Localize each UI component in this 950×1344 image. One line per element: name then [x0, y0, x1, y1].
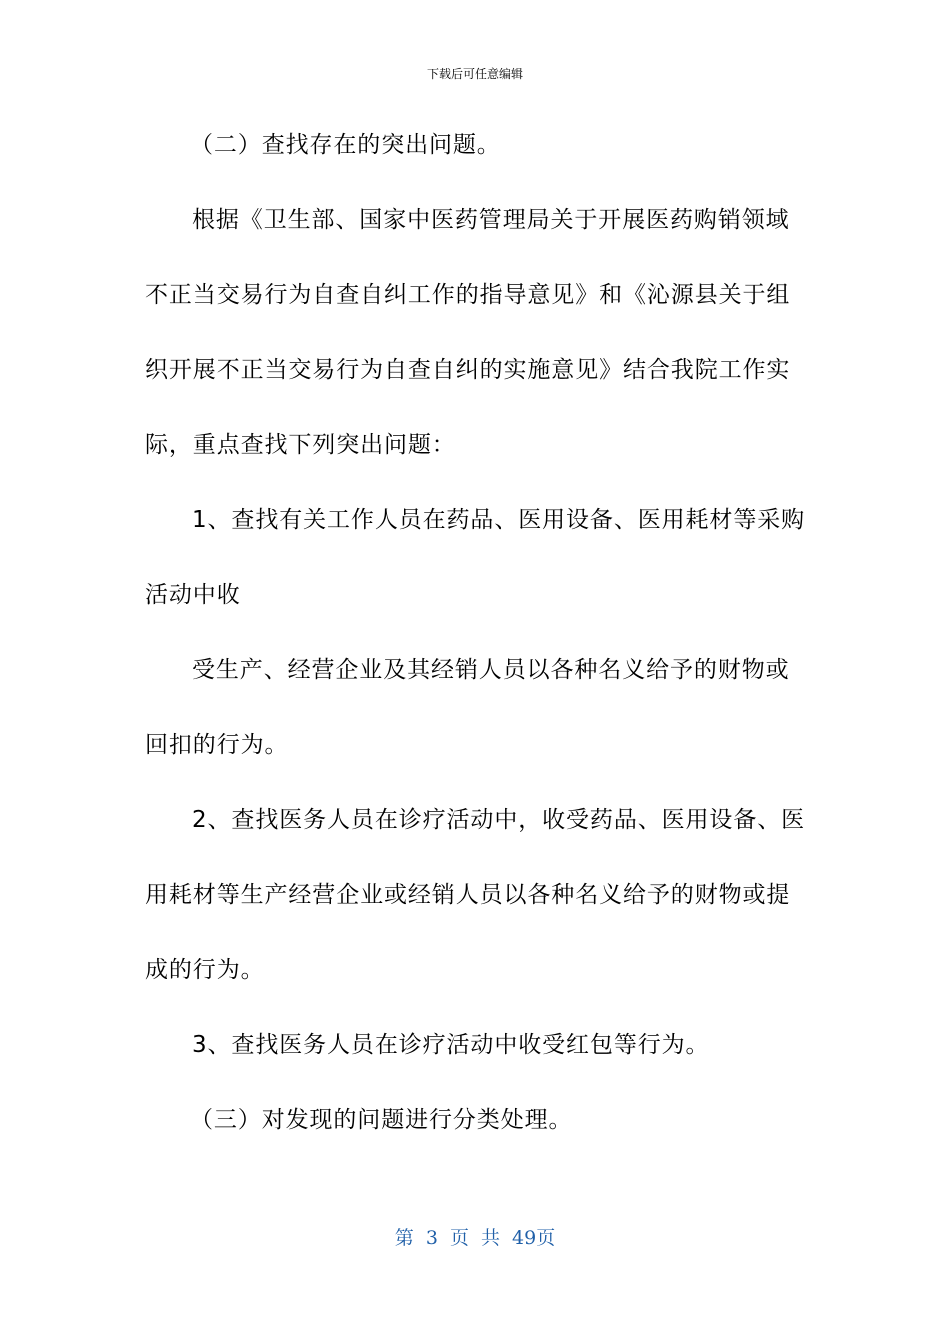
section-heading-3: （三）对发现的问题进行分类处理。: [190, 1107, 573, 1133]
page-header: 下载后可任意编辑: [426, 67, 523, 81]
section-heading-2: （二）查找存在的突出问题。: [190, 132, 501, 158]
paragraph-line: 受生产、经营企业及其经销人员以各种名义给予的财物或: [192, 657, 790, 683]
page-number: 第 3 页 共 49页: [394, 1227, 556, 1249]
paragraph-line: 际，重点查找下列突出问题：: [145, 432, 456, 458]
list-item-2-line: 用耗材等生产经营企业或经销人员以各种名义给予的财物或提: [145, 882, 791, 908]
list-item-3-line: 3、查找医务人员在诊疗活动中收受红包等行为。: [192, 1032, 710, 1058]
paragraph-line: 不正当交易行为自查自纠工作的指导意见》和《沁源县关于组: [145, 282, 791, 308]
paragraph-line: 织开展不正当交易行为自查自纠的实施意见》结合我院工作实: [145, 357, 791, 383]
paragraph-line: 回扣的行为。: [145, 732, 289, 758]
list-item-1-line: 活动中收: [145, 582, 241, 608]
paragraph-line: 根据《卫生部、国家中医药管理局关于开展医药购销领域: [192, 207, 790, 233]
list-item-2-line: 2、查找医务人员在诊疗活动中，收受药品、医用设备、医: [192, 807, 806, 833]
list-item-1-line: 1、查找有关工作人员在药品、医用设备、医用耗材等采购: [192, 507, 806, 533]
list-item-2-line: 成的行为。: [145, 957, 265, 983]
